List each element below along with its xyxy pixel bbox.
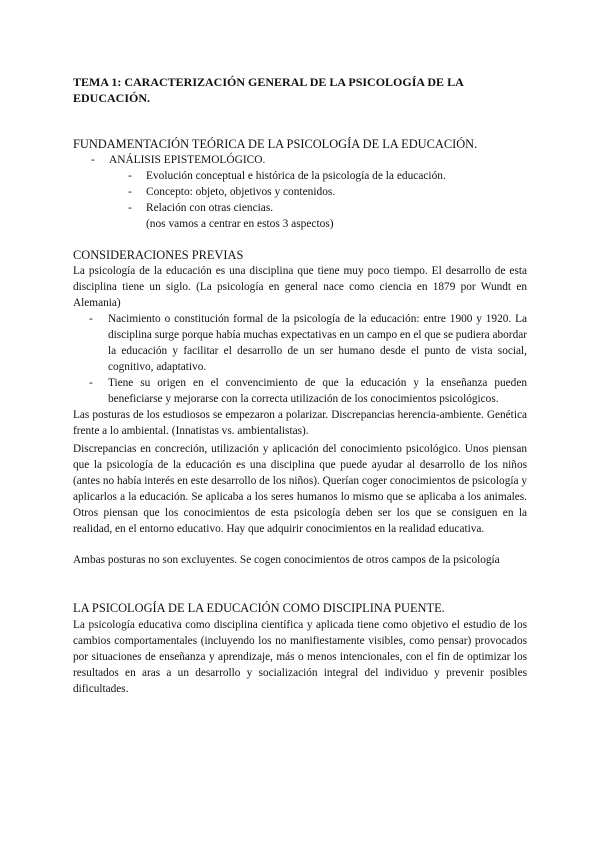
bullet-dash: - (128, 170, 132, 182)
list-item-text: Concepto: objeto, objetivos y contenidos. (146, 186, 336, 198)
list-item-text: Evolución conceptual e histórica de la psicología de la educación. (146, 170, 446, 182)
bullet-dash: - (89, 377, 93, 389)
document-title: TEMA 1: CARACTERIZACIÓN GENERAL DE LA PSICOLOGÍA DE LA EDUCACIÓN. (73, 75, 464, 105)
paragraph-intro: La psicología de la educación es una disciplina que tiene muy poco tiempo. El desarrollo de esta disciplina tiene un siglo. (La psicología en general nace como ciencia en 1879 por Wundt en Alemania) (73, 265, 527, 310)
section-heading-disciplina-puente: LA PSICOLOGÍA DE LA EDUCACIÓN COMO DISCIPLINA PUENTE. (73, 601, 445, 615)
paragraph-discrepancias: Discrepancias en concreción, utilización y aplicación del conocimiento psicológico. Unos piensan que la psicología de la educación es una disciplina que puede ayudar al desarrollo de los niños (antes no había interés en este desarrollo de los niños). Querían coger conocimientos de psicología y aplicarlos a la educación. Se aplicaba a los seres humanos lo mismo que se aplicaba a los animales. Otros piensan que los conocimientos de esta psicología deben ser los que se consiguen en la realidad, en el entorno educativo. Hay que adquirir conocimientos en la realidad educativa. (73, 443, 527, 536)
list-item-text: Relación con otras ciencias. (146, 202, 274, 214)
bullet-item (89, 311, 527, 375)
section-heading-consideraciones: CONSIDERACIONES PREVIAS (73, 248, 244, 262)
bullet-dash: - (89, 313, 93, 325)
section-heading-fundamentacion: FUNDAMENTACIÓN TEÓRICA DE LA PSICOLOGÍA DE LA EDUCACIÓN. (73, 137, 478, 151)
bullet-text: Nacimiento o constitución formal de la psicología de la educación: entre 1900 y 1920. La disciplina surge porque había muchas expectativas en un campo en el que se pudiera abordar la educación y facilitar el desarrollo de un ser humano desde el punto de vista social, cognitivo, adaptativo. (108, 313, 527, 373)
list-item-text: ANÁLISIS EPISTEMOLÓGICO. (109, 154, 266, 166)
paragraph-disciplina-puente: La psicología educativa como disciplina científica y aplicada tiene como objetivo el estudio de los cambios comportamentales (incluyendo los no manifiestamente visibles, como pensar) provocados por situaciones de enseñanza y aprendizaje, más o menos intencionales, con el fin de optimizar los resultados en aras a un desarrollo y socialización integral del individuo y prevenir posibles dificultades. (73, 619, 527, 696)
bullet-dash: - (91, 154, 95, 166)
bullet-dash: - (128, 202, 132, 214)
bullet-dash: - (128, 186, 132, 198)
note-text: (nos vamos a centrar en estos 3 aspectos) (146, 218, 334, 230)
paragraph-ambas-posturas: Ambas posturas no son excluyentes. Se cogen conocimientos de otros campos de la psicología (73, 554, 500, 566)
bullet-item (89, 375, 527, 407)
paragraph-posturas: Las posturas de los estudiosos se empezaron a polarizar. Discrepancias herencia-ambiente. Genética frente a lo ambiental. (Innatistas vs. ambientalistas). (73, 409, 527, 438)
bullet-text: Tiene su origen en el convencimiento de que la educación y la enseñanza pueden beneficiarse y mejorarse con la correcta utilización de los conocimientos psicológicos. (108, 377, 527, 405)
